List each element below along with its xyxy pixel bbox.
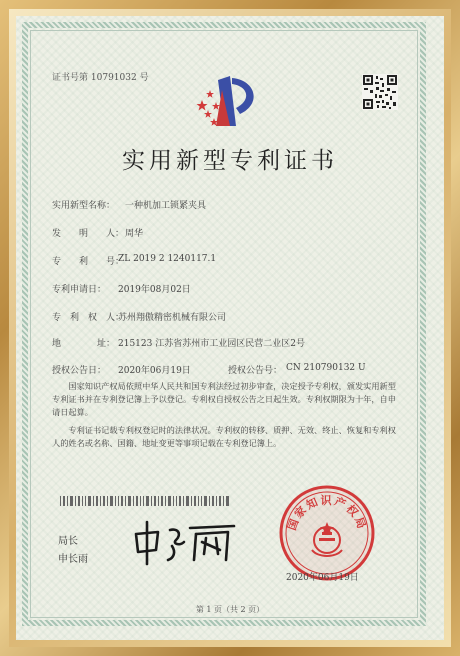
field-value-address: 215123 江苏省苏州市工业园区民营二业区2号 [118, 339, 305, 349]
qr-code-icon [362, 74, 398, 110]
field-label-inventor: 发 明 人： [52, 229, 125, 239]
seal-date: 2020年06月19日 [286, 573, 359, 583]
announcement-date-label: 授权公告日： [52, 366, 107, 376]
seal-text: 国家知识产权局 [285, 494, 369, 533]
patent-office-logo-icon [196, 74, 266, 130]
field-value-inventor: 周华 [125, 229, 144, 239]
field-value-patentee: 苏州翔傲精密机械有限公司 [118, 313, 227, 323]
official-seal-stamp [278, 484, 376, 582]
field-label-address: 地 址： [52, 339, 116, 349]
certificate-number: 证书号第 10791032 号 [52, 73, 149, 83]
handwritten-signature [130, 516, 240, 566]
page-footer: 第 1 页（共 2 页） [195, 605, 265, 614]
announcement-number-value: CN 210790132 U [286, 363, 366, 373]
field-label-utility-model-name: 实用新型名称： [52, 201, 116, 211]
barcode-icon [60, 496, 230, 506]
field-value-patent-number: ZL 2019 2 1240117.1 [118, 254, 217, 264]
director-title: 局长 [58, 536, 78, 547]
certificate-paragraph-2: 专利证书记载专利权登记时的法律状况。专利权的转移、质押、无效、终止、恢复和专利权人的姓名或名称、国籍、地址变更等事项记载在专利登记簿上。 [52, 425, 396, 448]
field-label-patent-number: 专 利 号： [52, 257, 125, 267]
field-label-application-date: 专利申请日： [52, 285, 107, 295]
field-label-patentee: 专 利 权 人： [52, 313, 125, 323]
director-name: 申长雨 [58, 554, 88, 565]
certificate-title: 实用新型专利证书 [122, 148, 338, 174]
field-value-application-date: 2019年08月02日 [118, 285, 191, 295]
announcement-date-value: 2020年06月19日 [118, 366, 191, 376]
announcement-number-label: 授权公告号： [228, 366, 283, 376]
field-value-utility-model-name: 一种机加工锁紧夹具 [125, 201, 207, 211]
certificate-paragraph-1: 国家知识产权局依照中华人民共和国专利法经过初步审查，决定授予专利权，颁发实用新型专利证书并在专利登记簿上予以登记。专利权自授权公告之日起生效。专利权期限为十年，自申请日起算。 [52, 381, 396, 417]
